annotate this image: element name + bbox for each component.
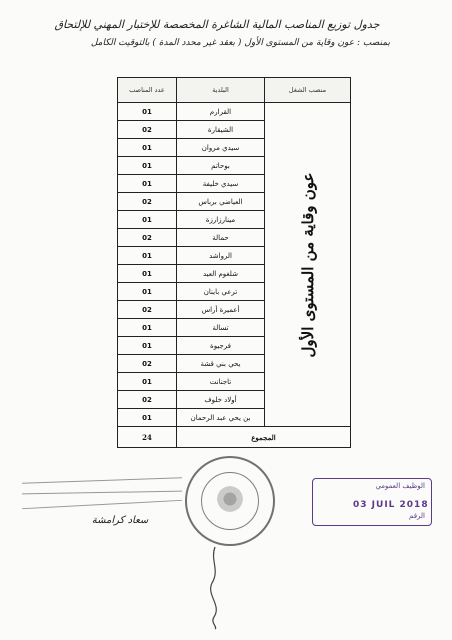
municipality-cell: سيدي خليفة: [177, 175, 265, 193]
count-cell: 01: [118, 103, 177, 121]
post-name-cell: [265, 103, 351, 427]
count-cell: 01: [118, 373, 177, 391]
table-header-row: [118, 78, 351, 103]
municipality-cell: شلغوم العيد: [177, 265, 265, 283]
municipality-cell: يحي بني قشة: [177, 355, 265, 373]
document-title: جدول توزيع المناصب المالية الشاغرة المخصصة للإختبار المهني للإلتحاق: [54, 18, 380, 31]
municipality-cell: العياضي برباس: [177, 193, 265, 211]
col-header-count: عدد المناصب: [118, 78, 177, 103]
municipality-cell: القرارم: [177, 103, 265, 121]
municipality-cell: الشيقارة: [177, 121, 265, 139]
municipality-cell: الرواشد: [177, 247, 265, 265]
municipality-cell: تسالة: [177, 319, 265, 337]
count-cell: 01: [118, 265, 177, 283]
count-cell: 01: [118, 337, 177, 355]
municipality-cell: بوحاتم: [177, 157, 265, 175]
table-body: [118, 103, 351, 448]
count-cell: 01: [118, 319, 177, 337]
municipality-cell: أولاد خلوف: [177, 391, 265, 409]
count-cell: 02: [118, 391, 177, 409]
count-cell: 01: [118, 175, 177, 193]
municipality-cell: سيدي مروان: [177, 139, 265, 157]
count-cell: 02: [118, 301, 177, 319]
col-header-post: منصب الشغل: [265, 78, 351, 103]
municipality-cell: مينارزارزة: [177, 211, 265, 229]
municipality-cell: ترعي باينان: [177, 283, 265, 301]
total-row: [118, 427, 351, 448]
signature-caption: سعاد كرامشة: [91, 515, 149, 526]
document-subtitle: بمنصب : عون وقاية من المستوى الأول ( بعقد غير محدد المدة ) بالتوقيت الكامل: [90, 38, 390, 48]
received-stamp-date: 03 JUIL 2018: [353, 500, 429, 510]
municipality-cell: فرجيوة: [177, 337, 265, 355]
signature-scribble: [22, 470, 182, 550]
received-stamp-number: الرقم: [409, 512, 425, 520]
count-cell: 01: [118, 211, 177, 229]
municipality-cell: بن يحي عبد الرحمان: [177, 409, 265, 427]
positions-table: [117, 77, 351, 448]
received-stamp: [312, 478, 432, 526]
post-name: عون وقاية من المستوى الأول: [298, 172, 317, 357]
count-cell: 02: [118, 355, 177, 373]
count-cell: 01: [118, 157, 177, 175]
received-stamp-top: الوظيف العمومي: [375, 482, 425, 490]
count-cell: 02: [118, 193, 177, 211]
col-header-municipality: البلدية: [177, 78, 265, 103]
count-cell: 01: [118, 247, 177, 265]
count-cell: 02: [118, 229, 177, 247]
count-cell: 01: [118, 283, 177, 301]
total-value: 24: [118, 427, 177, 448]
count-cell: 01: [118, 409, 177, 427]
signature-stroke: [200, 545, 230, 630]
table-row: [118, 103, 351, 121]
count-cell: 01: [118, 139, 177, 157]
count-cell: 02: [118, 121, 177, 139]
municipality-cell: تاجنانت: [177, 373, 265, 391]
municipality-cell: أعميرة أراس: [177, 301, 265, 319]
municipality-cell: حمالة: [177, 229, 265, 247]
official-seal: [185, 456, 275, 546]
total-label: المجموع: [177, 427, 351, 448]
